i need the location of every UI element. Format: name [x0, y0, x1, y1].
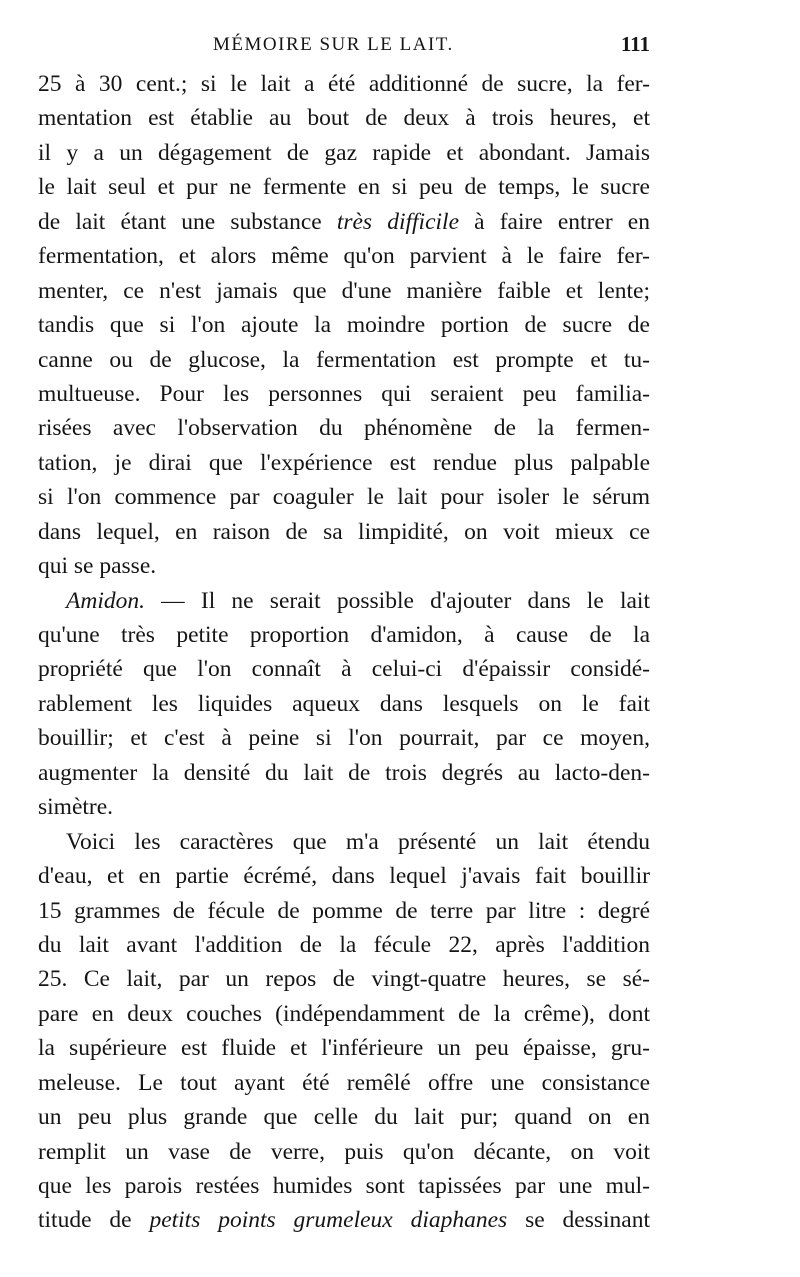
text-line — [38, 894, 650, 928]
text-run: 25 à 30 cent.; si le lait a été additionné de sucre, la fer- — [38, 71, 650, 97]
text-run: simètre. — [38, 794, 114, 821]
text-run: meleuse. Le tout ayant été remêlé offre une consistance — [38, 1069, 650, 1096]
text-line — [38, 1203, 650, 1237]
text-line — [38, 343, 650, 377]
text-line — [38, 1135, 650, 1169]
text-run: menter, ce n'est jamais que d'une manière faible et lente; — [38, 277, 650, 304]
text-run: pare en deux couches (indépendamment de la crême), dont — [38, 1000, 650, 1027]
body-text — [38, 67, 650, 1238]
text-line — [38, 721, 650, 755]
text-line — [38, 549, 650, 583]
text-run: il y a un dégagement de gaz rapide et abondant. Jamais — [38, 139, 650, 166]
text-run: rablement les liquides aqueux dans lesquels on le fait — [38, 690, 650, 717]
text-line — [38, 170, 650, 204]
text-run: — Il ne serait possible d'ajouter dans le lait — [144, 587, 650, 614]
text-line — [38, 1066, 650, 1100]
text-line — [38, 997, 650, 1031]
text-run: de lait étant une substance — [38, 208, 337, 235]
text-run: le lait seul et pur ne fermente en si peu de temps, le sucre — [38, 174, 650, 201]
text-run: se dessinant — [507, 1207, 650, 1234]
text-line — [38, 1100, 650, 1134]
text-line — [38, 67, 650, 101]
text-line — [38, 239, 650, 273]
text-run: canne ou de glucose, la fermentation est prompte et tu- — [38, 346, 650, 373]
italic-text: Amidon. — [66, 587, 145, 614]
text-line — [38, 205, 650, 239]
text-line — [38, 825, 650, 859]
text-line — [38, 687, 650, 721]
text-run: bouillir; et c'est à peine si l'on pourrait, par ce moyen, — [38, 725, 650, 752]
text-run: d'eau, et en partie écrémé, dans lequel j'avais fait bouillir — [38, 863, 650, 890]
text-line — [38, 446, 650, 480]
text-run: augmenter la densité du lait de trois degrés au lacto-den- — [38, 759, 650, 786]
text-run: propriété que l'on connaît à celui-ci d'épaissir considé- — [38, 656, 650, 683]
text-line — [38, 308, 650, 342]
text-run: tation, je dirai que l'expérience est rendue plus palpable — [38, 449, 650, 476]
text-line — [38, 515, 650, 549]
text-line — [38, 377, 650, 411]
text-line — [38, 584, 650, 618]
text-line — [38, 859, 650, 893]
text-line — [38, 618, 650, 652]
text-run: tandis que si l'on ajoute la moindre portion de sucre de — [38, 312, 650, 339]
text-line — [38, 1031, 650, 1065]
text-line — [38, 411, 650, 445]
text-line — [38, 928, 650, 962]
text-line — [38, 274, 650, 308]
running-title: MÉMOIRE SUR LE LAIT. — [213, 34, 454, 55]
text-line — [38, 756, 650, 790]
text-run: qu'une très petite proportion d'amidon, à cause de la — [38, 622, 650, 648]
text-run: un peu plus grande que celle du lait pur; quand on en — [38, 1104, 650, 1131]
text-run: multueuse. Pour les personnes qui seraient peu familia- — [38, 380, 650, 407]
text-line — [38, 790, 650, 824]
text-line — [38, 480, 650, 514]
page-number: 111 — [620, 32, 650, 56]
text-run: titude de — [38, 1207, 150, 1234]
page-header — [38, 30, 650, 66]
text-run: dans lequel, en raison de sa limpidité, on voit mieux ce — [38, 518, 650, 545]
text-run: du lait avant l'addition de la fécule 22, après l'addition — [38, 931, 650, 958]
text-run: que les parois restées humides sont tapissées par une mul- — [38, 1173, 650, 1199]
text-run: la supérieure est fluide et l'inférieure un peu épaisse, gru- — [38, 1035, 650, 1062]
text-run: 25. Ce lait, par un repos de vingt-quatre heures, se sé- — [38, 966, 650, 993]
text-line — [38, 136, 650, 170]
text-run: risées avec l'observation du phénomène de la fermen- — [38, 415, 650, 442]
italic-text: très difficile — [336, 208, 459, 235]
text-run: Voici les caractères que m'a présenté un lait étendu — [66, 828, 650, 855]
text-line — [38, 1169, 650, 1203]
text-run: qui se passe. — [38, 553, 157, 580]
text-run: 15 grammes de fécule de pomme de terre par litre : degré — [38, 897, 650, 924]
text-run: si l'on commence par coaguler le lait pour isoler le sérum — [38, 484, 650, 511]
text-line — [38, 101, 650, 135]
text-run: fermentation, et alors même qu'on parvient à le faire fer- — [38, 243, 650, 270]
text-line — [38, 962, 650, 996]
italic-text: petits points grumeleux diaphanes — [149, 1207, 508, 1234]
text-line — [38, 652, 650, 686]
text-run: à faire entrer en — [459, 208, 650, 235]
text-run: mentation est établie au bout de deux à trois heures, et — [38, 105, 650, 132]
text-run: remplit un vase de verre, puis qu'on décante, on voit — [38, 1138, 650, 1165]
